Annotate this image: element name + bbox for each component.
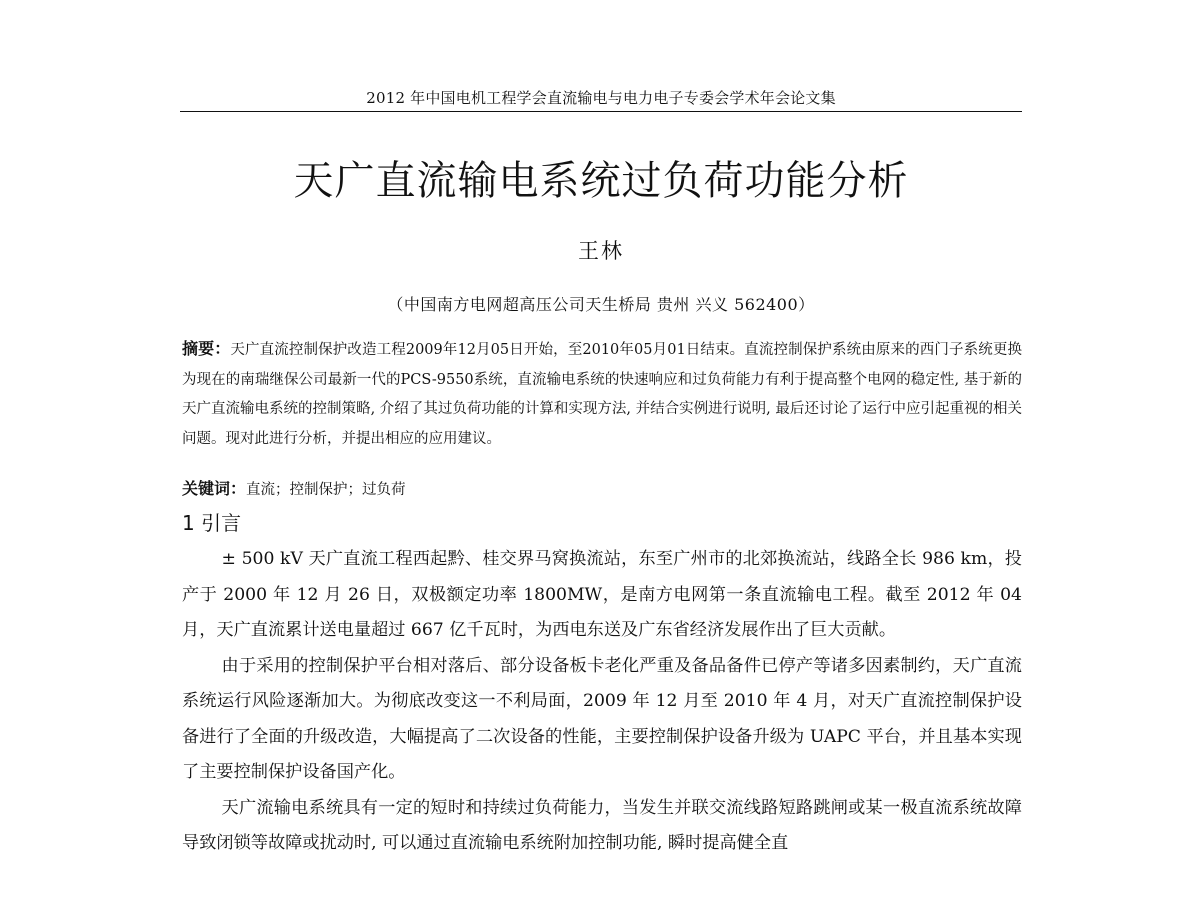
header-divider xyxy=(180,111,1022,112)
keywords-label: 关键词： xyxy=(182,479,247,498)
body-paragraph: ± 500 kV 天广直流工程西起黔、桂交界马窝换流站，东至广州市的北郊换流站，线路全长 986 km，投产于 2000 年 12 月 26 日，双极额定功率 1800MW，是南方电网第一条直流输电工程。截至 2012 年 04 月，天广直流累计送电量超过 667 亿千瓦时，为西电东送及广东省经济发展作出了巨大贡献。 xyxy=(182,549,1022,640)
abstract-text: 天广直流控制保护改造工程2009年12月05日开始，至2010年05月01日结束。直流控制保护系统由原来的西门子系统更换为现在的南瑞继保公司最新一代的PCS-9550系统，直流输电系统的快速响应和过负荷能力有利于提高整个电网的稳定性, 基于新的天广直流输电系统的控制策略, 介绍了其过负荷功能的计算和实现方法, 并结合实例进行说明, 最后还讨论了运行中应引起重视的相关问题。现对此进行分析，并提出相应的应用建议。 xyxy=(182,342,1022,447)
paper-title: 天广直流输电系统过负荷功能分析 xyxy=(293,158,909,204)
body-paragraph: 天广流输电系统具有一定的短时和持续过负荷能力，当发生并联交流线路短路跳闸或某一极直流系统故障导致闭锁等故障或扰动时, 可以通过直流输电系统附加控制功能, 瞬时提高健全直 xyxy=(182,797,1022,853)
body-text xyxy=(182,542,1022,862)
running-header: 2012 年中国电机工程学会直流输电与电力电子专委会学术年会论文集 xyxy=(366,89,836,107)
abstract-label: 摘要： xyxy=(182,339,231,358)
keywords xyxy=(182,475,1022,504)
body-paragraph: 由于采用的控制保护平台相对落后、部分设备板卡老化严重及备品备件已停产等诸多因素制约，天广直流系统运行风险逐渐加大。为彻底改变这一不利局面，2009 年 12 月至 2010 年 4 月，对天广直流控制保护设备进行了全面的升级改造，大幅提高了二次设备的性能，主要控制保护设备升级为 UAPC 平台，并且基本实现了主要控制保护设备国产化。 xyxy=(182,655,1022,782)
abstract xyxy=(182,334,1022,454)
author-affiliation: （中国南方电网超高压公司天生桥局 贵州 兴义 562400） xyxy=(387,295,815,314)
keywords-text: 直流；控制保护；过负荷 xyxy=(246,482,406,498)
paper-author: 王林 xyxy=(578,239,624,263)
section-heading-introduction: 1 引言 xyxy=(182,511,242,535)
